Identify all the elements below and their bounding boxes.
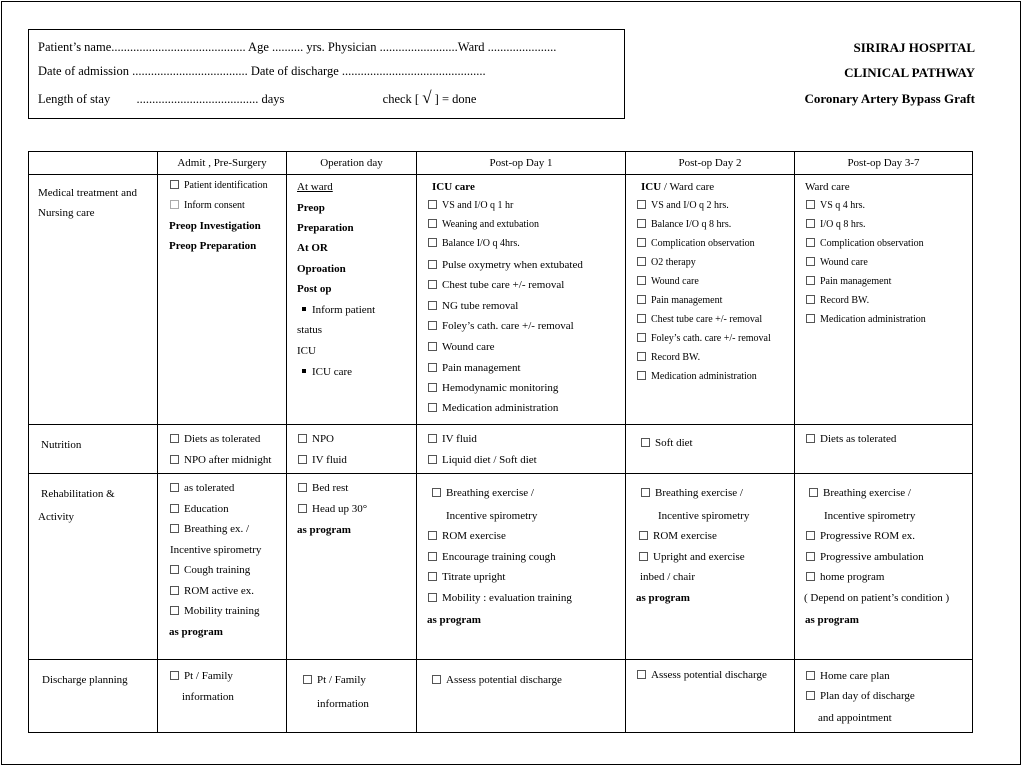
as-program-note: as program: [427, 614, 481, 626]
bullet-item: Inform patient: [302, 303, 375, 317]
checkbox-item[interactable]: ROM exercise: [639, 529, 717, 543]
checkbox-item[interactable]: Home care plan: [806, 669, 890, 683]
item-label: Patient identification: [184, 180, 268, 191]
patient-line-dates: Date of admission ..................................... Date of discharge ..............................................: [38, 64, 486, 78]
section-heading: Preparation: [297, 222, 354, 234]
checkbox-icon: [170, 180, 179, 189]
section-heading: Preop: [297, 202, 325, 214]
bullet-item: ICU care: [302, 365, 352, 379]
checkbox-item[interactable]: Head up 30°: [298, 502, 367, 516]
section-heading: Ward care: [805, 181, 850, 193]
checkbox-item[interactable]: Progressive ROM ex.: [806, 529, 915, 543]
section-heading: ICU care: [432, 181, 475, 193]
checkbox-item[interactable]: Record BW.: [637, 351, 700, 365]
checkbox-icon: [298, 483, 307, 492]
checkbox-icon: [428, 342, 437, 351]
checkbox-icon: [428, 301, 437, 310]
checkbox-icon: [806, 257, 815, 266]
checkbox-icon: [170, 434, 179, 443]
checkbox-item[interactable]: Medication administration: [806, 313, 926, 327]
header-row: [29, 152, 973, 175]
bullet-icon: [302, 369, 306, 373]
checkbox-icon: [637, 670, 646, 679]
text-line: and appointment: [818, 712, 892, 724]
checkbox-item[interactable]: Medication administration: [637, 370, 757, 384]
checkbox-icon: [428, 455, 437, 464]
row-label-medical-2: Nursing care: [38, 207, 95, 219]
checkbox-icon: [639, 552, 648, 561]
text-line: Incentive spirometry: [170, 544, 262, 556]
checkbox-item[interactable]: Complication observation: [806, 237, 924, 251]
checkbox-item[interactable]: Pain management: [806, 275, 891, 289]
checkbox-icon: [170, 671, 179, 680]
checkbox-icon: [806, 572, 815, 581]
checkbox-icon: [428, 238, 437, 247]
checkbox-icon: [170, 524, 179, 533]
checkbox-item[interactable]: Cough training: [170, 563, 250, 577]
checkbox-icon: [432, 675, 441, 684]
checkbox-icon: [170, 586, 179, 595]
checkbox-item[interactable]: ROM exercise: [428, 529, 506, 543]
checkbox-item[interactable]: Progressive ambulation: [806, 550, 924, 564]
checkbox-icon: [428, 363, 437, 372]
checkbox-icon: [428, 219, 437, 228]
row-label-discharge: Discharge planning: [42, 674, 128, 686]
checkbox-item[interactable]: Pt / Family: [170, 669, 233, 683]
checkbox-icon: [806, 434, 815, 443]
patient-line-name-age: Patient’s name........................................... Age .......... yrs. Physician .........................Ward ......................: [38, 40, 557, 54]
checkbox-item[interactable]: Pulse oxymetry when extubated: [428, 258, 583, 272]
checkbox-icon: [806, 552, 815, 561]
checkbox-item[interactable]: Weaning and extubation: [428, 218, 539, 232]
bullet-icon: [302, 307, 306, 311]
checkbox-icon: [170, 200, 179, 209]
checkbox-icon: [428, 383, 437, 392]
checkbox-icon: [639, 531, 648, 540]
checkbox-icon: [298, 434, 307, 443]
medical-row: [29, 175, 973, 425]
checkbox-item[interactable]: Pain management: [428, 361, 521, 375]
checkbox-item[interactable]: Breathing exercise /: [641, 486, 743, 500]
checkbox-item[interactable]: ROM active ex.: [170, 584, 254, 598]
col-header-postop-day3-7: Post-op Day 3-7: [795, 152, 973, 175]
checkbox-item[interactable]: IV fluid: [298, 453, 347, 467]
checkbox-icon: [298, 455, 307, 464]
checkbox-item[interactable]: as tolerated: [170, 481, 234, 495]
checkbox-item[interactable]: VS and I/O q 2 hrs.: [637, 199, 729, 213]
as-program-note: as program: [636, 592, 690, 604]
text-line: ( Depend on patient’s condition ): [804, 592, 950, 604]
section-heading: Post op: [297, 283, 332, 295]
checkbox-item[interactable]: Foley’s cath. care +/- removal: [637, 332, 771, 346]
checkbox-item[interactable]: Wound care: [428, 340, 495, 354]
check-legend-a: check [: [382, 92, 420, 106]
length-of-stay-label: Length of stay: [38, 92, 111, 106]
checkbox-item[interactable]: Soft diet: [641, 436, 693, 450]
checkbox-item[interactable]: Hemodynamic monitoring: [428, 381, 558, 395]
checkbox-icon: [637, 314, 646, 323]
checkbox-icon: [637, 371, 646, 380]
checkbox-icon: [432, 488, 441, 497]
checkbox-item[interactable]: Pt / Family: [303, 673, 366, 687]
checkbox-item[interactable]: Assess potential discharge: [432, 673, 562, 687]
checkbox-icon: [806, 219, 815, 228]
length-of-stay-field: ....................................... days: [136, 92, 285, 106]
text-line: information: [317, 698, 369, 710]
checkbox-item[interactable]: Mobility : evaluation training: [428, 591, 572, 605]
col-header-operation: Operation day: [287, 152, 417, 175]
checkbox-item[interactable]: Education: [170, 502, 229, 516]
checkbox-icon: [637, 276, 646, 285]
row-label-rehab-2: Activity: [38, 511, 75, 523]
checkbox-icon: [641, 438, 650, 447]
checkbox-item[interactable]: NPO: [298, 432, 334, 446]
checkbox-item[interactable]: Complication observation: [637, 237, 755, 251]
checkbox-item[interactable]: Medication administration: [428, 401, 558, 415]
checkbox-item[interactable]: I/O q 8 hrs.: [806, 218, 866, 232]
checkbox-item[interactable]: Upright and exercise: [639, 550, 745, 564]
procedure-name: Coronary Artery Bypass Graft: [804, 91, 975, 106]
col-header-postop-day2: Post-op Day 2: [626, 152, 795, 175]
section-heading: Oproation: [297, 263, 346, 275]
checkbox-item[interactable]: Diets as tolerated: [806, 432, 896, 446]
checkbox-item[interactable]: VS q 4 hrs.: [806, 199, 865, 213]
col-header-admit: Admit , Pre-Surgery: [158, 152, 287, 175]
checkbox-item[interactable]: Wound care: [806, 256, 868, 270]
hospital-name: SIRIRAJ HOSPITAL: [853, 40, 975, 55]
as-program-note: as program: [169, 626, 223, 638]
checkbox-item[interactable]: Liquid diet / Soft diet: [428, 453, 537, 467]
checkbox-item[interactable]: Balance I/O q 4hrs.: [428, 237, 520, 251]
checkbox-icon: [637, 333, 646, 342]
checkbox-icon: [637, 219, 646, 228]
checkbox-item[interactable]: Diets as tolerated: [170, 432, 260, 446]
row-label-medical-1: Medical treatment and: [38, 187, 137, 199]
checkbox-icon: [298, 504, 307, 513]
checkbox-icon: [428, 531, 437, 540]
row-label-nutrition: Nutrition: [41, 439, 82, 451]
text-line: Incentive spirometry: [824, 510, 916, 522]
as-program-note: as program: [297, 524, 351, 536]
checkbox-icon: [806, 295, 815, 304]
nutrition-row: [29, 425, 973, 474]
checkbox-icon: [806, 314, 815, 323]
checkbox-item[interactable]: Record BW.: [806, 294, 869, 308]
checkbox-item[interactable]: [170, 199, 245, 213]
checkbox-icon: [303, 675, 312, 684]
checkbox-icon: [806, 200, 815, 209]
checkbox-item[interactable]: NG tube removal: [428, 299, 518, 313]
patient-line-stay: [38, 88, 476, 108]
patient-info-box: [28, 29, 625, 119]
checkbox-icon: [428, 434, 437, 443]
checkbox-icon: [428, 280, 437, 289]
checkbox-item[interactable]: [170, 179, 268, 193]
checkbox-icon: [806, 531, 815, 540]
item-label: Inform consent: [184, 200, 245, 211]
text-line: inbed / chair: [640, 571, 695, 583]
document-title: CLINICAL PATHWAY: [844, 65, 975, 80]
checkbox-item[interactable]: Encourage training cough: [428, 550, 556, 564]
checkbox-item[interactable]: Breathing exercise /: [809, 486, 911, 500]
checkbox-item[interactable]: Breathing exercise /: [432, 486, 534, 500]
checkbox-icon: [170, 606, 179, 615]
checkbox-item[interactable]: Plan day of discharge: [806, 689, 915, 703]
checkbox-item[interactable]: Bed rest: [298, 481, 348, 495]
checkbox-icon: [637, 200, 646, 209]
checkbox-icon: [428, 552, 437, 561]
checkbox-icon: [637, 352, 646, 361]
checkbox-icon: [806, 238, 815, 247]
section-heading: Preop Preparation: [169, 240, 257, 252]
checkbox-icon: [637, 257, 646, 266]
checkbox-item[interactable]: IV fluid: [428, 432, 477, 446]
checkbox-item[interactable]: Assess potential discharge: [637, 668, 767, 682]
col-header-postop-day1: Post-op Day 1: [417, 152, 626, 175]
checkbox-icon: [428, 572, 437, 581]
checkbox-icon: [428, 403, 437, 412]
text-line: status: [297, 324, 323, 336]
checkbox-icon: [170, 504, 179, 513]
check-legend-b: ] = done: [434, 92, 477, 106]
checkbox-item[interactable]: Mobility training: [170, 604, 259, 618]
checkbox-icon: [428, 260, 437, 269]
checkbox-icon: [641, 488, 650, 497]
checkbox-item[interactable]: NPO after midnight: [170, 453, 271, 467]
checkbox-item[interactable]: home program: [806, 570, 884, 584]
checkbox-icon: [806, 691, 815, 700]
pathway-table: [28, 151, 973, 733]
check-mark-icon: √: [422, 88, 432, 107]
row-label-rehab-1: Rehabilitation &: [41, 488, 115, 500]
header-blank: [29, 152, 158, 175]
section-heading: At ward: [297, 181, 333, 193]
checkbox-icon: [170, 483, 179, 492]
checkbox-item[interactable]: Foley’s cath. care +/- removal: [428, 319, 574, 333]
checkbox-icon: [637, 238, 646, 247]
checkbox-item[interactable]: Chest tube care +/- removal: [637, 313, 762, 327]
checkbox-icon: [637, 295, 646, 304]
checkbox-item[interactable]: Wound care: [637, 275, 699, 289]
checkbox-icon: [170, 565, 179, 574]
discharge-row: [29, 660, 973, 733]
text-line: ICU: [297, 345, 316, 357]
checkbox-item[interactable]: Titrate upright: [428, 570, 505, 584]
checkbox-item[interactable]: Chest tube care +/- removal: [428, 278, 564, 292]
text-line: Incentive spirometry: [658, 510, 750, 522]
section-heading: Preop Investigation: [169, 220, 261, 232]
checkbox-icon: [428, 593, 437, 602]
section-heading: ICU / Ward care: [641, 181, 715, 193]
as-program-note: as program: [805, 614, 859, 626]
rehab-row: [29, 474, 973, 660]
checkbox-item[interactable]: VS and I/O q 1 hr: [428, 199, 513, 213]
text-line: Incentive spirometry: [446, 510, 538, 522]
section-heading: At OR: [297, 242, 328, 254]
checkbox-item[interactable]: Breathing ex. /: [170, 522, 249, 536]
checkbox-icon: [806, 671, 815, 680]
checkbox-item[interactable]: O2 therapy: [637, 256, 696, 270]
checkbox-icon: [428, 200, 437, 209]
checkbox-icon: [806, 276, 815, 285]
checkbox-item[interactable]: Balance I/O q 8 hrs.: [637, 218, 731, 232]
checkbox-item[interactable]: Pain management: [637, 294, 722, 308]
text-line: information: [182, 691, 234, 703]
checkbox-icon: [170, 455, 179, 464]
checkbox-icon: [428, 321, 437, 330]
checkbox-icon: [809, 488, 818, 497]
